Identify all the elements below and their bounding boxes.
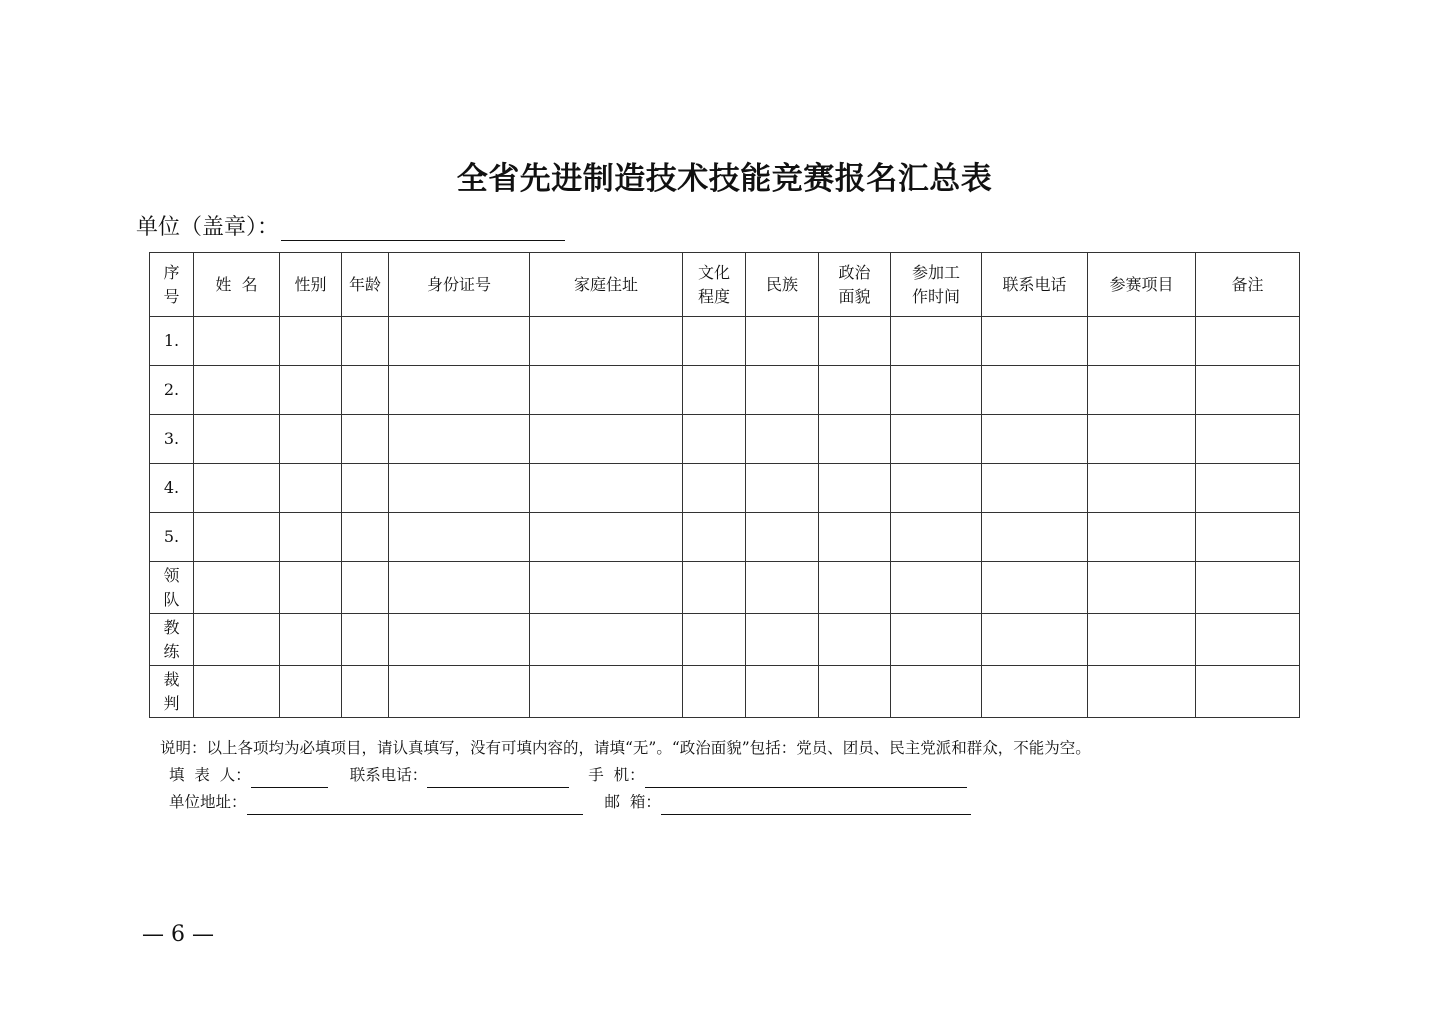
table-cell[interactable] bbox=[1196, 366, 1300, 415]
table-cell[interactable] bbox=[389, 464, 530, 513]
table-cell[interactable] bbox=[746, 415, 819, 464]
table-cell[interactable] bbox=[1088, 366, 1196, 415]
header-seq bbox=[150, 253, 194, 317]
header-education-line2: 程度 bbox=[697, 286, 730, 306]
table-cell[interactable] bbox=[819, 666, 891, 718]
table-cell[interactable] bbox=[982, 666, 1088, 718]
table-cell[interactable] bbox=[530, 366, 683, 415]
table-row-referee bbox=[150, 666, 1300, 718]
header-id-number: 身份证号 bbox=[389, 253, 530, 317]
table-cell[interactable] bbox=[819, 464, 891, 513]
row-number: 3. bbox=[150, 415, 194, 464]
table-cell[interactable] bbox=[1088, 666, 1196, 718]
table-cell[interactable] bbox=[342, 366, 389, 415]
contact-phone-blank[interactable] bbox=[427, 768, 569, 788]
table-cell[interactable] bbox=[389, 614, 530, 666]
table-cell[interactable] bbox=[891, 614, 982, 666]
table-cell[interactable] bbox=[342, 513, 389, 562]
row-number: 1. bbox=[150, 317, 194, 366]
table-cell[interactable] bbox=[819, 513, 891, 562]
table-cell[interactable] bbox=[891, 415, 982, 464]
table-cell[interactable] bbox=[389, 562, 530, 614]
table-cell[interactable] bbox=[1196, 415, 1300, 464]
role-char: 教 bbox=[163, 617, 180, 637]
table-cell[interactable] bbox=[280, 366, 342, 415]
table-cell[interactable] bbox=[1088, 317, 1196, 366]
table-cell[interactable] bbox=[342, 614, 389, 666]
table-cell[interactable] bbox=[982, 614, 1088, 666]
table-cell[interactable] bbox=[1196, 666, 1300, 718]
table-cell[interactable] bbox=[1196, 562, 1300, 614]
filler-blank[interactable] bbox=[251, 768, 328, 788]
table-cell[interactable] bbox=[194, 513, 280, 562]
table-cell[interactable] bbox=[280, 562, 342, 614]
role-char: 队 bbox=[163, 589, 180, 609]
table-cell[interactable] bbox=[389, 513, 530, 562]
table-cell[interactable] bbox=[342, 415, 389, 464]
table-cell[interactable] bbox=[683, 666, 746, 718]
table-row bbox=[150, 513, 1300, 562]
table-cell[interactable] bbox=[819, 317, 891, 366]
table-cell[interactable] bbox=[194, 415, 280, 464]
explanation-text: 说明：以上各项均为必填项目，请认真填写，没有可填内容的，请填“无”。“政治面貌”包括：党员、团员、民主党派和群众，不能为空。 bbox=[160, 739, 1091, 757]
table-cell[interactable] bbox=[280, 513, 342, 562]
table-cell[interactable] bbox=[683, 513, 746, 562]
table-row-team-leader bbox=[150, 562, 1300, 614]
mobile-blank[interactable] bbox=[645, 768, 967, 788]
header-seq-line2: 号 bbox=[163, 286, 180, 306]
table-cell[interactable] bbox=[891, 317, 982, 366]
row-number: 4. bbox=[150, 464, 194, 513]
table-cell[interactable] bbox=[1088, 614, 1196, 666]
header-work-start bbox=[891, 253, 982, 317]
table-cell[interactable] bbox=[982, 415, 1088, 464]
table-cell[interactable] bbox=[530, 614, 683, 666]
row-label-coach bbox=[150, 614, 194, 666]
table-cell[interactable] bbox=[280, 317, 342, 366]
header-political-status bbox=[819, 253, 891, 317]
filler-contact-line bbox=[160, 761, 1091, 788]
table-cell[interactable] bbox=[280, 666, 342, 718]
table-cell[interactable] bbox=[342, 464, 389, 513]
unit-stamp-line bbox=[136, 210, 565, 241]
table-cell[interactable] bbox=[530, 666, 683, 718]
table-cell[interactable] bbox=[891, 513, 982, 562]
table-cell[interactable] bbox=[194, 464, 280, 513]
header-name: 姓 名 bbox=[194, 253, 280, 317]
table-cell[interactable] bbox=[280, 614, 342, 666]
table-cell[interactable] bbox=[1196, 513, 1300, 562]
email-blank[interactable] bbox=[661, 795, 971, 815]
table-cell[interactable] bbox=[683, 562, 746, 614]
table-cell[interactable] bbox=[194, 366, 280, 415]
table-cell[interactable] bbox=[982, 513, 1088, 562]
header-work-line1: 参加工 bbox=[911, 262, 960, 282]
address-email-line bbox=[160, 788, 1091, 815]
table-cell[interactable] bbox=[1088, 415, 1196, 464]
unit-address-blank[interactable] bbox=[247, 795, 583, 815]
table-cell[interactable] bbox=[746, 513, 819, 562]
table-cell[interactable] bbox=[194, 614, 280, 666]
header-event: 参赛项目 bbox=[1088, 253, 1196, 317]
table-cell[interactable] bbox=[819, 562, 891, 614]
table-cell[interactable] bbox=[530, 464, 683, 513]
table-cell[interactable] bbox=[982, 562, 1088, 614]
table-cell[interactable] bbox=[746, 464, 819, 513]
header-remarks: 备注 bbox=[1196, 253, 1300, 317]
contact-phone-label: 联系电话： bbox=[349, 766, 428, 784]
table-cell[interactable] bbox=[683, 464, 746, 513]
header-home-address: 家庭住址 bbox=[530, 253, 683, 317]
header-phone: 联系电话 bbox=[982, 253, 1088, 317]
table-cell[interactable] bbox=[1196, 464, 1300, 513]
email-label: 邮 箱： bbox=[604, 793, 661, 811]
table-cell[interactable] bbox=[819, 614, 891, 666]
row-label-referee bbox=[150, 666, 194, 718]
filler-label: 填 表 人： bbox=[169, 766, 251, 784]
page-number: — 6 — bbox=[142, 922, 214, 947]
row-number: 2. bbox=[150, 366, 194, 415]
header-political-line2: 面貌 bbox=[838, 286, 871, 306]
table-row-coach bbox=[150, 614, 1300, 666]
role-char: 领 bbox=[163, 565, 180, 585]
header-education bbox=[683, 253, 746, 317]
table-cell[interactable] bbox=[746, 317, 819, 366]
table-cell[interactable] bbox=[389, 366, 530, 415]
table-cell[interactable] bbox=[1088, 464, 1196, 513]
form-title: 全省先进制造技术技能竞赛报名汇总表 bbox=[456, 161, 993, 197]
table-cell[interactable] bbox=[1088, 513, 1196, 562]
table-cell[interactable] bbox=[891, 366, 982, 415]
table-cell[interactable] bbox=[819, 415, 891, 464]
row-number: 5. bbox=[150, 513, 194, 562]
table-cell[interactable] bbox=[746, 562, 819, 614]
table-cell[interactable] bbox=[819, 366, 891, 415]
role-char: 裁 bbox=[163, 669, 180, 689]
row-label-team-leader bbox=[150, 562, 194, 614]
role-char: 练 bbox=[163, 641, 180, 661]
table-row bbox=[150, 317, 1300, 366]
table-cell[interactable] bbox=[530, 513, 683, 562]
table-cell[interactable] bbox=[982, 464, 1088, 513]
table-cell[interactable] bbox=[982, 366, 1088, 415]
table-cell[interactable] bbox=[342, 317, 389, 366]
mobile-label: 手 机： bbox=[588, 766, 645, 784]
table-cell[interactable] bbox=[194, 666, 280, 718]
header-gender: 性别 bbox=[280, 253, 342, 317]
table-cell[interactable] bbox=[982, 317, 1088, 366]
table-cell[interactable] bbox=[746, 366, 819, 415]
table-cell[interactable] bbox=[1196, 614, 1300, 666]
table-cell[interactable] bbox=[683, 415, 746, 464]
table-cell[interactable] bbox=[342, 562, 389, 614]
table-cell[interactable] bbox=[1088, 562, 1196, 614]
unit-address-label: 单位地址： bbox=[169, 793, 247, 811]
table-cell[interactable] bbox=[683, 317, 746, 366]
table-cell[interactable] bbox=[280, 464, 342, 513]
header-political-line1: 政治 bbox=[838, 262, 871, 282]
table-cell[interactable] bbox=[891, 666, 982, 718]
header-work-line2: 作时间 bbox=[911, 286, 960, 306]
table-cell[interactable] bbox=[746, 666, 819, 718]
table-cell[interactable] bbox=[1196, 317, 1300, 366]
registration-table bbox=[149, 252, 1300, 718]
header-education-line1: 文化 bbox=[697, 262, 730, 282]
table-cell[interactable] bbox=[683, 614, 746, 666]
header-ethnicity: 民族 bbox=[746, 253, 819, 317]
table-row bbox=[150, 366, 1300, 415]
table-cell[interactable] bbox=[891, 464, 982, 513]
header-row bbox=[150, 253, 1300, 317]
table-cell[interactable] bbox=[194, 562, 280, 614]
table-row bbox=[150, 415, 1300, 464]
table-cell[interactable] bbox=[530, 415, 683, 464]
table-cell[interactable] bbox=[280, 415, 342, 464]
table-cell[interactable] bbox=[389, 666, 530, 718]
header-age: 年龄 bbox=[342, 253, 389, 317]
notes-section bbox=[160, 735, 1091, 815]
table-cell[interactable] bbox=[746, 614, 819, 666]
unit-label: 单位（盖章）： bbox=[136, 215, 280, 240]
table-row bbox=[150, 464, 1300, 513]
table-cell[interactable] bbox=[530, 317, 683, 366]
unit-blank[interactable] bbox=[281, 216, 565, 241]
table-cell[interactable] bbox=[683, 366, 746, 415]
role-char: 判 bbox=[163, 693, 180, 713]
table-cell[interactable] bbox=[891, 562, 982, 614]
table-cell[interactable] bbox=[194, 317, 280, 366]
table-cell[interactable] bbox=[530, 562, 683, 614]
table-cell[interactable] bbox=[389, 317, 530, 366]
table-cell[interactable] bbox=[342, 666, 389, 718]
header-seq-line1: 序 bbox=[163, 262, 180, 282]
table-cell[interactable] bbox=[389, 415, 530, 464]
